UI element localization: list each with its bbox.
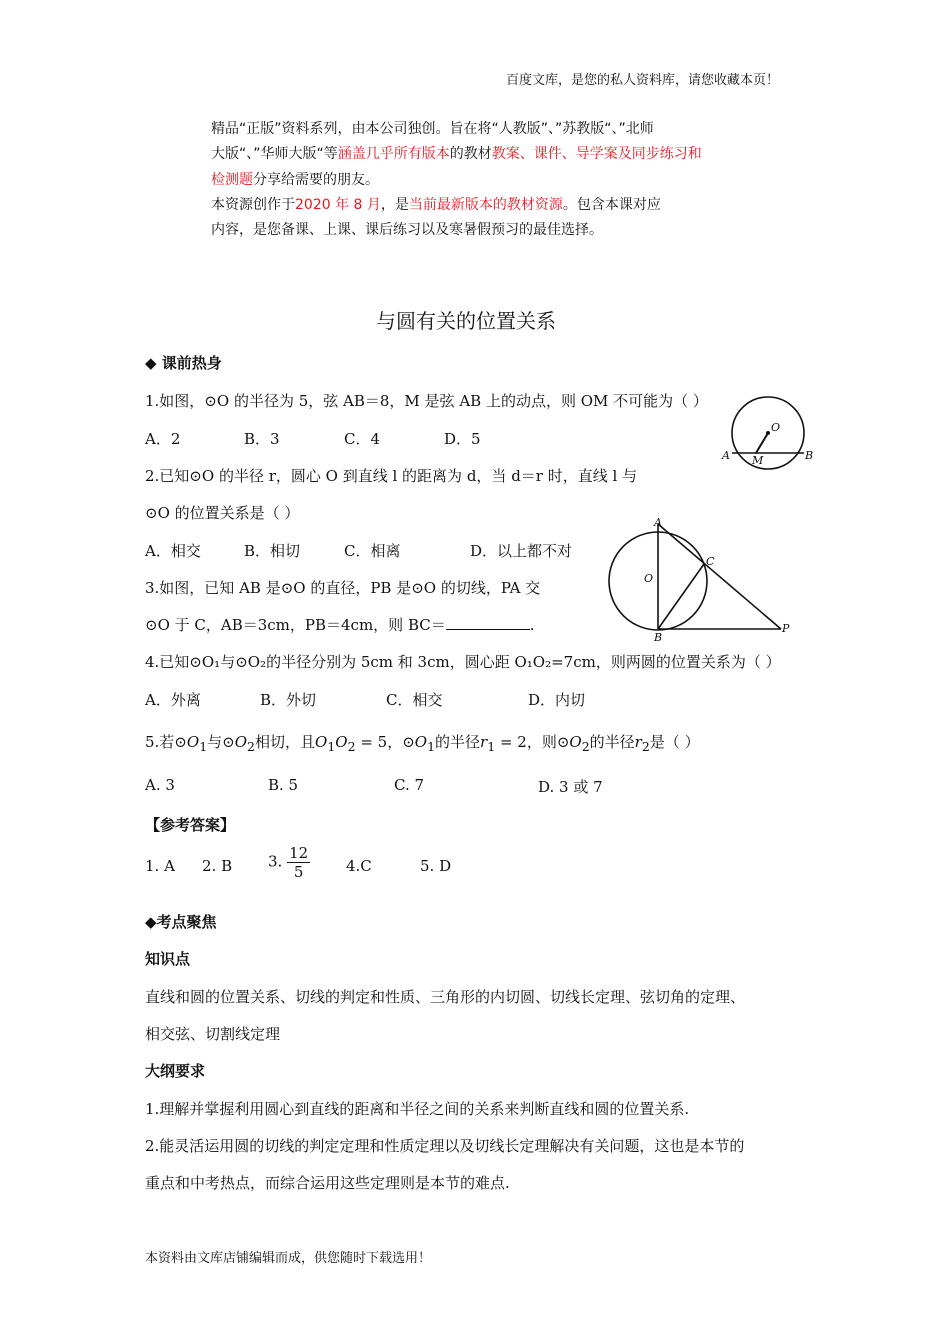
syllabus-item-2-line-2: 重点和中考热点，而综合运用这些定理则是本节的难点. <box>145 1174 510 1192</box>
footer-note: 本资料由文库店铺编辑而成，供您随时下载选用！ <box>145 1251 432 1266</box>
q4-option-a: A．外离 <box>145 691 201 709</box>
knowledge-line-2: 相交弦、切割线定理 <box>145 1025 281 1043</box>
label-o: O <box>771 421 781 434</box>
label-b: B <box>805 449 814 462</box>
chord-bc <box>658 564 704 629</box>
q4-option-d: D．内切 <box>528 691 586 709</box>
knowledge-line-1: 直线和圆的位置关系、切线的判定和性质、三角形的内切圆、切线长定理、弦切角的定理、 <box>145 988 746 1006</box>
intro-line-4: 本资源创作于2020 年 8 月，是当前最新版本的教材资源。包含本课对应 <box>211 197 661 213</box>
focus-heading: ◆考点聚焦 <box>145 913 217 931</box>
answer-4: 4.C <box>346 857 372 875</box>
label-o: O <box>644 572 654 585</box>
q5-option-d: D. 3 或 7 <box>538 778 603 796</box>
question-2-line-1: 2.已知⊙O 的半径 r，圆心 O 到直线 l 的距离为 d，当 d＝r 时，直线 l 与 <box>145 467 638 485</box>
secant-pa <box>658 524 781 629</box>
q4-option-c: C．相交 <box>386 691 443 709</box>
q5-option-b: B. 5 <box>268 776 299 794</box>
intro-line-3: 检测题分享给需要的朋友。 <box>211 172 379 188</box>
label-m: M <box>752 454 764 467</box>
fraction: $\frac{12}{5}$ <box>289 844 309 881</box>
question-1: 1.如图，⊙O 的半径为 5，弦 AB＝8，M 是弦 AB 上的动点，则 OM 不可能为（ ） <box>145 392 708 410</box>
q2-option-a: A．相交 <box>145 542 201 560</box>
question-5: 5.若$⊙O_1$与$⊙O_2$相切，且$O_1O_2 = 5$，$⊙O_1$的半径$r_1 = 2$，则$⊙O_2$的半径$r_2$是（ ） <box>145 733 700 754</box>
q1-option-a: A．2 <box>145 430 181 448</box>
intro-line-5: 内容，是您备课、上课、课后练习以及寒暑假预习的最佳选择。 <box>211 222 603 238</box>
syllabus-item-2-line-1: 2.能灵活运用圆的切线的判定定理和性质定理以及切线长定理解决有关问题，这也是本节的 <box>145 1137 745 1155</box>
q1-option-d: D．5 <box>444 430 481 448</box>
q1-option-c: C．4 <box>344 430 381 448</box>
label-b: B <box>654 631 663 644</box>
intro-line-1: 精品“正版”资料系列，由本公司独创。旨在将“人教版”、”苏教版“、”北师 <box>211 121 654 137</box>
q4-option-b: B．外切 <box>260 691 317 709</box>
question-3-line-1: 3.如图，已知 AB 是⊙O 的直径，PB 是⊙O 的切线，PA 交 <box>145 579 541 597</box>
answer-3: 3. $\frac{12}{5}$ <box>268 844 309 881</box>
syllabus-heading: 大纲要求 <box>145 1062 206 1080</box>
question-2-line-2: ⊙O 的位置关系是（ ） <box>145 504 300 522</box>
q2-option-c: C．相离 <box>344 542 401 560</box>
page-title: 与圆有关的位置关系 <box>376 309 556 333</box>
syllabus-item-1: 1.理解并掌握利用圆心到直线的距离和半径之间的关系来判断直线和圆的位置关系. <box>145 1100 690 1118</box>
center-dot <box>766 431 770 435</box>
q5-option-c: C. 7 <box>394 776 425 794</box>
figure-tangent <box>598 514 796 644</box>
label-a: A <box>722 449 730 462</box>
warmup-heading: ◆ 课前热身 <box>145 354 222 372</box>
intro-line-2: 大版“、”华师大版“等涵盖几乎所有版本的教材教案、课件、导学案及同步练习和 <box>211 146 702 162</box>
label-c: C <box>706 555 715 568</box>
q2-option-d: D．以上都不对 <box>470 542 573 560</box>
label-p: P <box>782 622 790 635</box>
answers-heading: 【参考答案】 <box>145 816 236 834</box>
answer-1: 1. A <box>145 857 175 875</box>
label-a: A <box>654 516 662 529</box>
answer-2: 2. B <box>202 857 233 875</box>
answer-blank <box>446 615 530 630</box>
q2-option-b: B．相切 <box>244 542 301 560</box>
q1-option-b: B．3 <box>244 430 280 448</box>
knowledge-heading: 知识点 <box>145 950 191 968</box>
figure-circle-chord <box>720 393 820 473</box>
question-4: 4.已知⊙O₁与⊙O₂的半径分别为 5cm 和 3cm，圆心距 O₁O₂=7cm，则两圆的位置关系为（ ） <box>145 653 781 671</box>
question-3-line-2: ⊙O 于 C，AB＝3cm，PB＝4cm，则 BC＝ . <box>145 616 535 634</box>
segment-om <box>756 433 768 453</box>
q5-option-a: A. 3 <box>145 776 175 794</box>
header-note: 百度文库，是您的私人资料库，请您收藏本页！ <box>506 73 780 88</box>
answer-5: 5. D <box>420 857 452 875</box>
